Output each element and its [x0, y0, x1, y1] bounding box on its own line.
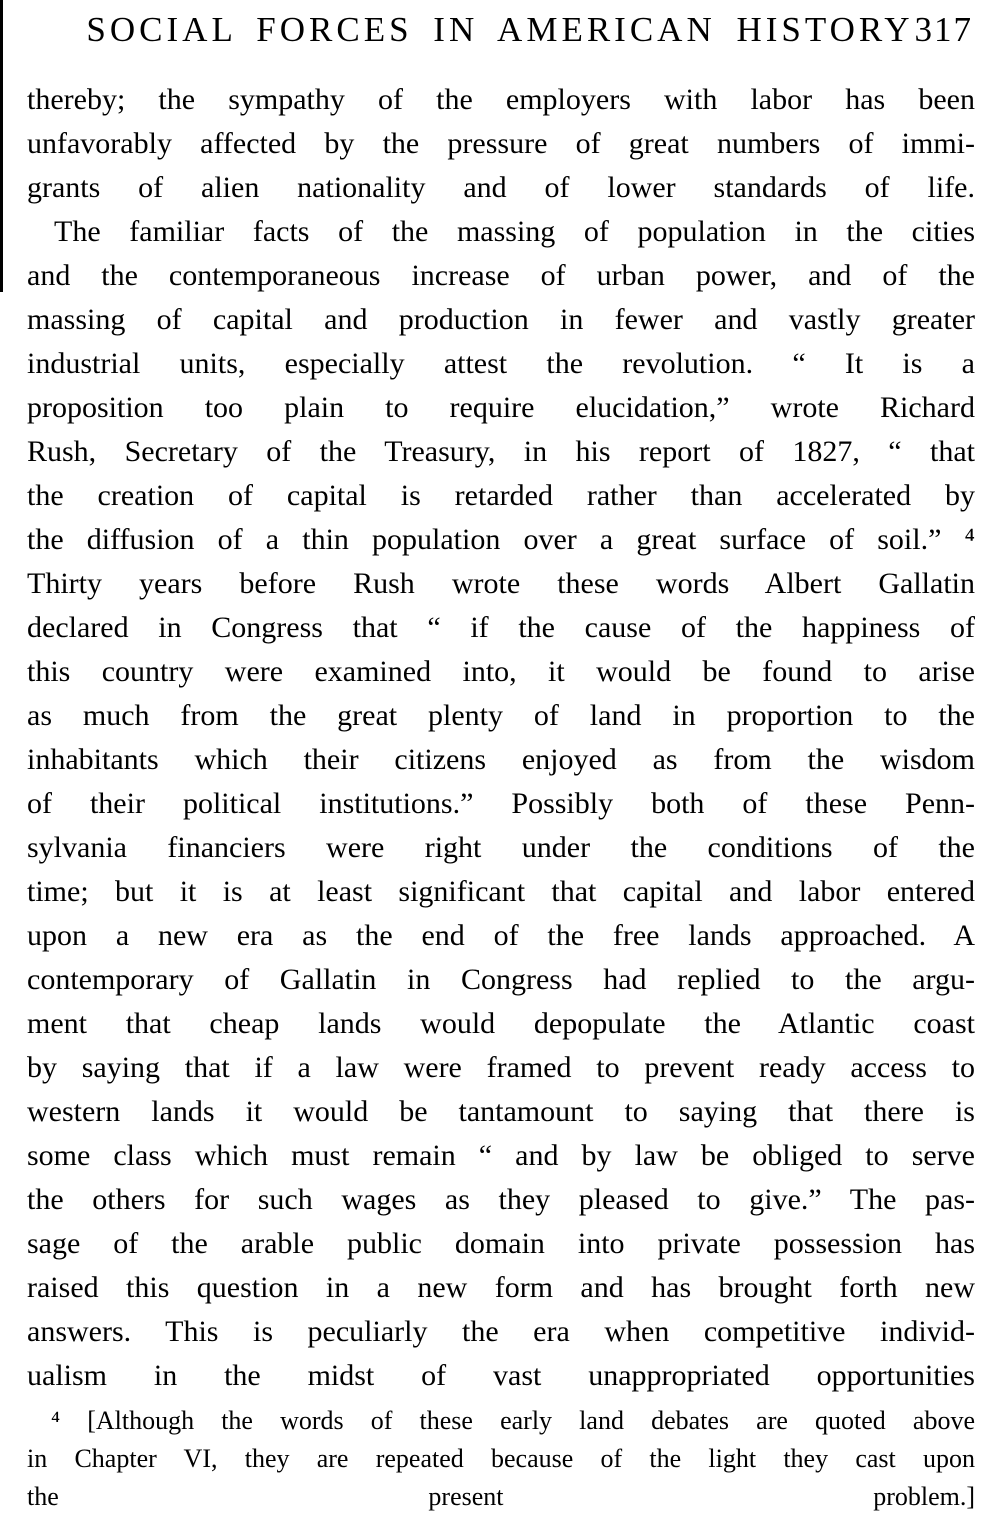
text-line: industrial units, especially attest the revolution. “ It is a [27, 347, 975, 380]
text-line: the present problem.] [27, 1482, 975, 1511]
text-line: sage of the arable public domain into private possession has [27, 1227, 975, 1260]
text-line: raised this question in a new form and has brought forth new [27, 1271, 975, 1304]
text-line: time; but it is at least significant that capital and labor entered [27, 875, 975, 908]
text-line: western lands it would be tantamount to saying that there is [27, 1095, 975, 1128]
text-line: thereby; the sympathy of the employers with labor has been [27, 83, 975, 116]
text-line: the diffusion of a thin population over a great surface of soil.” ⁴ [27, 523, 975, 556]
text-line: Thirty years before Rush wrote these words Albert Gallatin [27, 567, 975, 600]
text-line: of their political institutions.” Possibly both of these Penn- [27, 787, 975, 820]
page-number: 317 [914, 10, 973, 49]
running-title: SOCIAL FORCES IN AMERICAN HISTORY [86, 10, 914, 49]
footnote [27, 1402, 975, 1516]
page-header [25, 10, 975, 56]
text-line: and the contemporaneous increase of urban power, and of the [27, 259, 975, 292]
text-line: ⁴ [Although the words of these early land debates are quoted above [51, 1406, 975, 1435]
text-line: proposition too plain to require elucidation,” wrote Richard [27, 391, 975, 424]
text-line: massing of capital and production in fewer and vastly greater [27, 303, 975, 336]
text-line: Rush, Secretary of the Treasury, in his report of 1827, “ that [27, 435, 975, 468]
text-line: upon a new era as the end of the free lands approached. A [27, 919, 975, 952]
text-line: contemporary of Gallatin in Congress had replied to the argu- [27, 963, 975, 996]
text-line: this country were examined into, it would be found to arise [27, 655, 975, 688]
text-line: answers. This is peculiarly the era when competitive individ- [27, 1315, 975, 1348]
text-line: ualism in the midst of vast unappropriated opportunities [27, 1359, 975, 1392]
text-line: grants of alien nationality and of lower standards of life. [27, 171, 975, 204]
text-line: as much from the great plenty of land in proportion to the [27, 699, 975, 732]
text-line: some class which must remain “ and by law be obliged to serve [27, 1139, 975, 1172]
body-text [27, 78, 975, 1398]
text-line: by saying that if a law were framed to prevent ready access to [27, 1051, 975, 1084]
text-line: sylvania financiers were right under the conditions of the [27, 831, 975, 864]
text-line: in Chapter VI, they are repeated because of the light they cast upon [27, 1444, 975, 1473]
text-line: the others for such wages as they pleased to give.” The pas- [27, 1183, 975, 1216]
text-line: declared in Congress that “ if the cause of the happiness of [27, 611, 975, 644]
text-line: The familiar facts of the massing of population in the cities [54, 215, 975, 248]
text-line: inhabitants which their citizens enjoyed as from the wisdom [27, 743, 975, 776]
text-line: ment that cheap lands would depopulate the Atlantic coast [27, 1007, 975, 1040]
scan-edge-artifact [0, 0, 3, 292]
text-line: the creation of capital is retarded rather than accelerated by [27, 479, 975, 512]
text-line: unfavorably affected by the pressure of great numbers of immi- [27, 127, 975, 160]
